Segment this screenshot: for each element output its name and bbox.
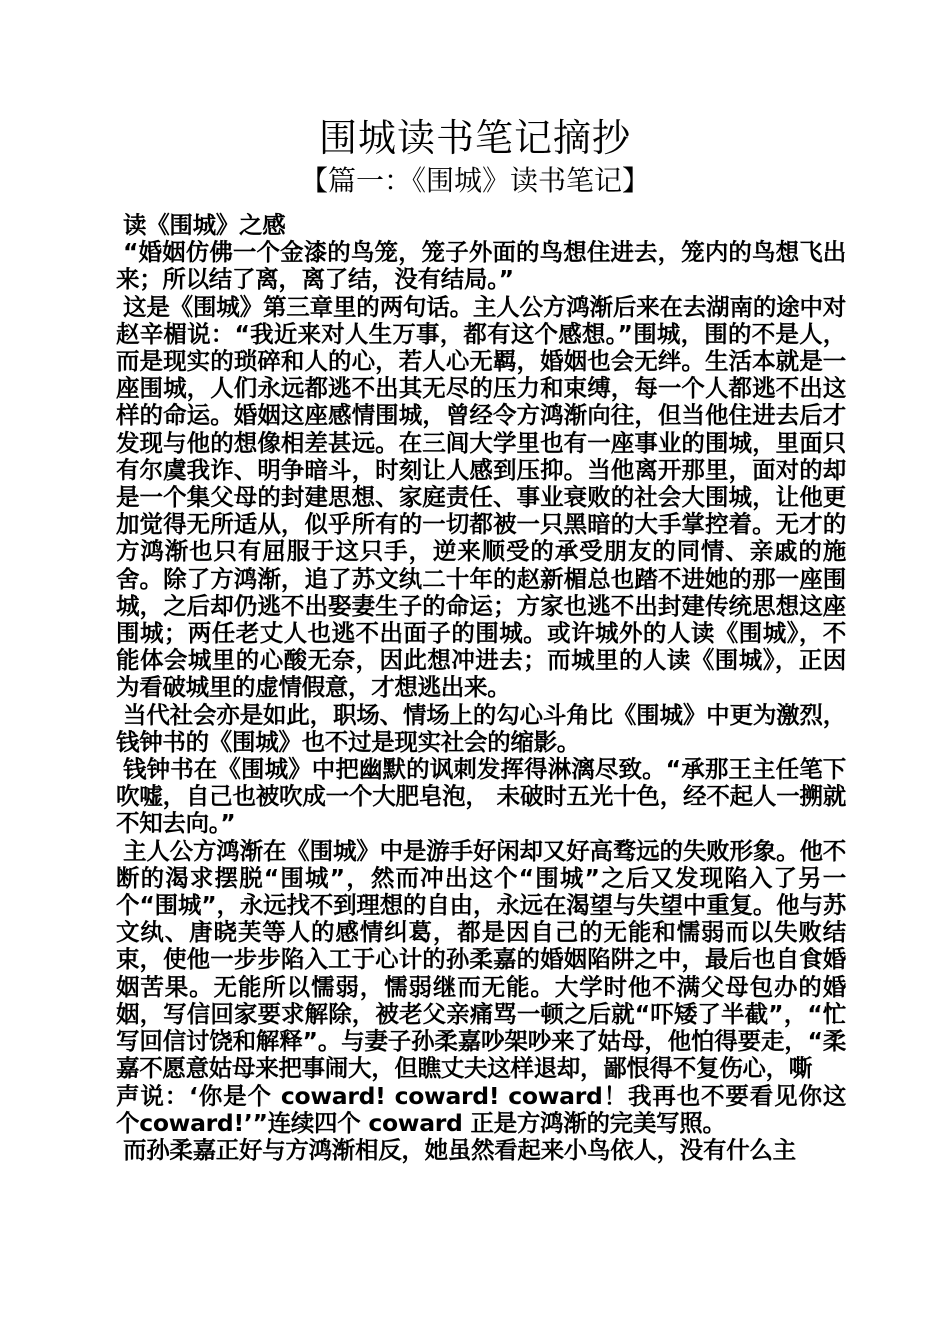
paragraph: 声说：‘你是个 coward! coward! coward！我再也不要看见你这个coward!’”连续四个 coward 正是方鸿渐的完美写照。 bbox=[116, 1081, 846, 1137]
paragraph: 这是《围城》第三章里的两句话。主人公方鸿渐后来在去湖南的途中对赵辛楣说：“我近来对人生万事，都有这个感想。”围城，围的不是人，而是现实的琐碎和人的心，若人心无羁，婚姻也会无绊。生活本就是一座围城，人们永远都逃不出其无尽的压力和束缚，每一个人都逃不出这样的命运。婚姻这座感情围城，曾经令方鸿渐向往，但当他住进去后才发现与他的想像相差甚远。在三闾大学里也有一座事业的围城，里面只有尔虞我诈、明争暗斗，时刻让人感到压抑。当他离开那里，面对的却是一个集父母的封建思想、家庭责任、事业衰败的社会大围城，让他更加觉得无所适从，似乎所有的一切都被一只黑暗的大手掌控着。无才的方鸿渐也只有屈服于这只手，逆来顺受的承受朋友的同情、亲戚的施舍。除了方鸿渐，追了苏文纨二十年的赵新楣总也踏不进她的那一座围城，之后却仍逃不出娶妻生子的命运；方家也逃不出封建传统思想这座围城；两任老丈人也逃不出面子的围城。或许城外的人读《围城》，不能体会城里的心酸无奈，因此想冲进去；而城里的人读《围城》，正因为看破城里的虚情假意，才想逃出来。 bbox=[116, 292, 846, 702]
paragraph-quote: “婚姻仿佛一个金漆的鸟笼，笼子外面的鸟想住进去，笼内的鸟想飞出来；所以结了离，离了结，没有结局。” bbox=[116, 238, 846, 294]
document-subtitle: 【篇一：《围城》读书笔记】 bbox=[299, 164, 650, 197]
document-body bbox=[116, 212, 846, 1164]
paragraph: 而孙柔嘉正好与方鸿渐相反，她虽然看起来小鸟依人，没有什么主 bbox=[123, 1135, 796, 1164]
paragraph: 当代社会亦是如此，职场、情场上的勾心斗角比《围城》中更为激烈，钱钟书的《围城》也不过是现实社会的缩影。 bbox=[116, 700, 846, 756]
paragraph: 主人公方鸿渐在《围城》中是游手好闲却又好高骛远的失败形象。他不断的渴求摆脱“围城”，然而冲出这个“围城”之后又发现陷入了另一个“围城”，永远找不到理想的自由，永远在渴望与失望中重复。他与苏文纨、唐晓芙等人的感情纠葛，都是因自己的无能和懦弱而以失败结束，使他一步步陷入工于心计的孙柔嘉的婚姻陷阱之中，最后也自食婚姻苦果。无能所以懦弱，懦弱继而无能。大学时他不满父母包办的婚姻，写信回家要求解除，被老父亲痛骂一顿之后就“吓矮了半截”，“忙写回信讨饶和解释”。与妻子孙柔嘉吵架吵来了姑母，他怕得要走，“柔嘉不愿意姑母来把事闹大，但瞧丈夫这样退却，鄙恨得不复伤心，嘶 bbox=[116, 836, 846, 1083]
paragraph: 钱钟书在《围城》中把幽默的讽刺发挥得淋漓尽致。“承那王主任笔下吹嘘，自己也被吹成一个大肥皂泡， 未破时五光十色，经不起人一搠就不知去向。” bbox=[116, 755, 846, 838]
paragraph-heading: 读《围城》之感 bbox=[123, 211, 286, 239]
document-title: 围城读书笔记摘抄 bbox=[318, 116, 631, 160]
